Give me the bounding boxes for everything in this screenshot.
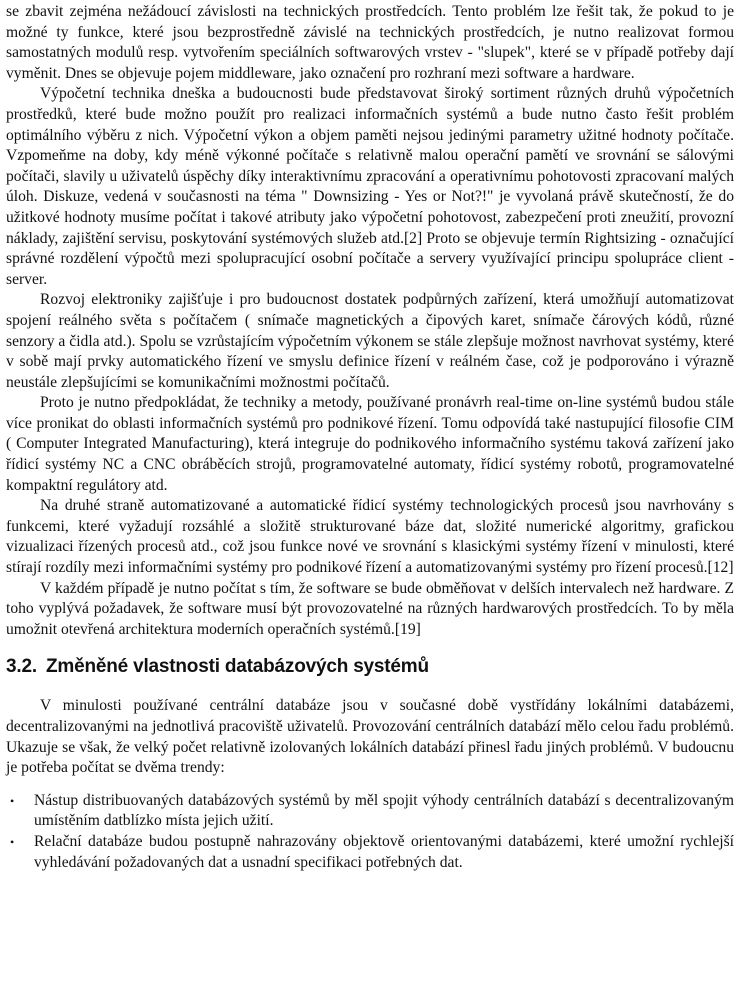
paragraph-control-systems: Na druhé straně automatizované a automatické řídicí systémy technologických procesů jsou navrhovány s funkcemi, které vyžadují rozsáhlé a složitě strukturované báze dat, složité numerické algoritmy, grafickou vizualizaci řízených procesů atd., což jsou funkce nové ve srovnání s klasickými systémy řízení v minulosti, které stírají rozdíly mezi informačními systémy pro podnikové řízení a automatizovanými systémy pro řízení procesů.[12] <box>6 497 734 577</box>
bullet-icon: • <box>10 834 15 849</box>
section-heading <box>6 656 734 678</box>
section-title: Změněné vlastnosti databázových systémů <box>46 656 429 678</box>
section-number: 3.2. <box>6 656 37 678</box>
paragraph-software-hardware: V každém případě je nutno počítat s tím, že software se bude obměňovat v delších intervalech než hardware. Z toho vyplývá požadavek, že software musí být provozovatelné na různých hardwarových prostředcích. To by měla umožnit otevřená architektura moderních operačních systémů.[19] <box>6 579 734 638</box>
paragraph-middleware: se zbavit zejména nežádoucí závislosti na technických prostředcích. Tento problém lze řešit tak, že pokud to je možné ty funkce, které jsou bezprostředně závislé na technických prostředcích, je nutno realizovat formou samostatných modulů resp. vytvořením speciálních softwarových vrstev - "slupek", které se v případě potřeby dají vyměnit. Dnes se objevuje pojem middleware, jako označení pro rozhraní mezi software a hardware. <box>6 3 734 82</box>
document-page <box>6 2 734 873</box>
list-item <box>6 791 734 832</box>
paragraph-computing-technology: Výpočetní technika dneška a budoucnosti bude představovat široký sortiment různých druhů výpočetních prostředků, které bude možno použít pro realizaci informačních systémů a bude nutno často řešit problém optimálního výběru z nich. Výpočetní výkon a objem paměti nejsou jedinými parametry užitné hodnoty počítače. Vzpomeňme na doby, kdy méně výkonné počítače s relativně malou operační pamětí ve srovnání se sálovými počítači, slavily u uživatelů úspěchy díky interaktivnímu zpracování a operativnímu pohotovosti zpracovaní malých úloh. Diskuze, vedená v současnosti na téma " Downsizing - Yes or Not?!" je vyvolaná právě skutečností, že do užitkové hodnoty musíme počítat i takové atributy jako výpočetní pohotovost, zabezpečení proti zneužití, provozní náklady, zajištění servisu, poskytování systémových služeb atd.[2] Proto se objevuje termín Rightsizing - označující správné rozdělení výpočtů mezi spolupracující osobní počítače a servery využívající principu spolupráce client - server. <box>6 85 734 288</box>
paragraph-real-time: Proto je nutno předpokládat, že techniky a metody, používané pronávrh real-time on-line systémů budou stále více pronikat do oblasti informačních systémů pro podnikové řízení. Tomu odpovídá také nastupující filosofie CIM ( Computer Integrated Manufacturing), která integruje do podnikového informačního systému taková zařízení jako řídicí systémy NC a CNC obráběcích strojů, programovatelné automaty, řídicí systémy robotů, programovatelné kompaktní regulátory atd. <box>6 394 734 494</box>
list-item <box>6 832 734 873</box>
paragraph-databases: V minulosti používané centrální databáze jsou v současné době vystřídány lokálními databázemi, decentralizovanými na jednotlivá pracoviště uživatelů. Provozování centrálních databází mělo celou řadu problémů. Ukazuje se však, že velký počet relativně izolovaných lokálních databází přinesl řadu jiných problémů. V budoucnu je potřeba počítat se dvěma trendy: <box>6 697 734 777</box>
list-item-text: Relační databáze budou postupně nahrazovány objektově orientovanými databázemi, které umožní rychlejší vyhledávání požadovaných dat a usnadní specifikaci potřebných dat. <box>34 832 734 871</box>
paragraph-electronics: Rozvoj elektroniky zajišťuje i pro budoucnost dostatek podpůrných zařízení, která umožňují automatizovat spojení reálného světa s počítačem ( snímače magnetických a čipových karet, snímače čárových kódů, různé senzory a čidla atd.). Spolu se vzrůstajícím výpočetním výkonem se stále zlepšuje možnost navrhovat systémy, které v sobě mají prvky automatického řízení ve smyslu definice řízení v reálném čase, což je podporováno i výrazně neustále zlepšujícími se komunikačními možnostmi počítačů. <box>6 291 734 391</box>
list-item-text: Nástup distribuovaných databázových systémů by měl spojit výhody centrálních databází s decentralizovaným umístěním datblízko místa jejich užití. <box>34 791 734 830</box>
bullet-icon: • <box>10 793 15 808</box>
trend-list <box>6 791 734 873</box>
